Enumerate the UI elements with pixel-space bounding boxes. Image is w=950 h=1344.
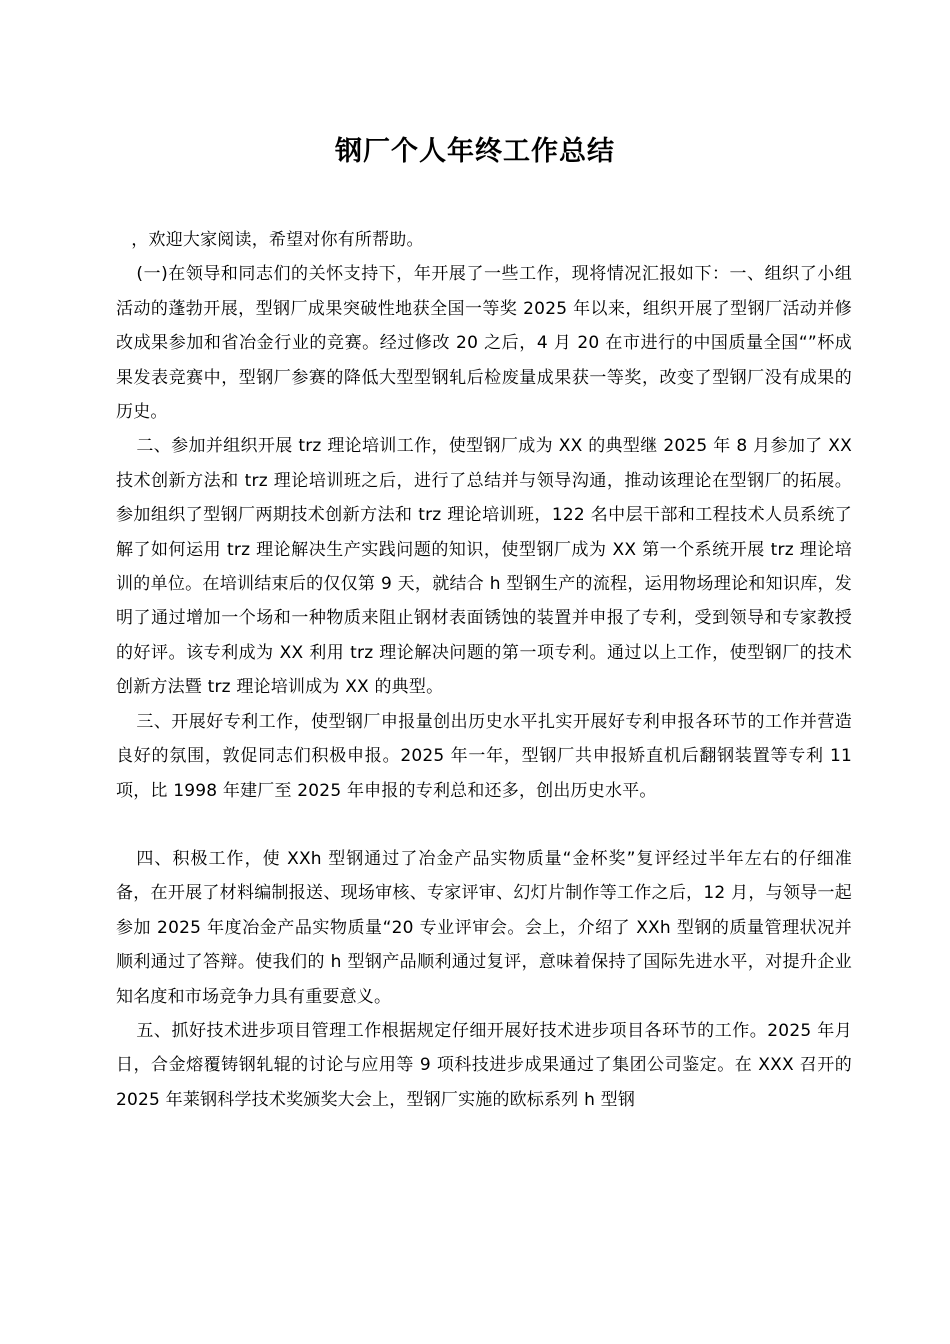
paragraph-section-3: 三、开展好专利工作，使型钢厂申报量创出历史水平扎实开展好专利申报各环节的工作并营造良好的氛围，敦促同志们积极申报。2025 年一年，型钢厂共申报矫直机后翻钢装置等专利 11 项，比 1998 年建厂至 2025 年申报的专利总和还多，创出历史水平。 [116,711,852,801]
document-body [116,223,852,1117]
paragraph-section-5: 五、抓好技术进步项目管理工作根据规定仔细开展好技术进步项目各环节的工作。2025 年月日，合金熔覆铸钢轧辊的讨论与应用等 9 项科技进步成果通过了集团公司鉴定。在 XXX 召开的 2025 年莱钢科学技术奖颁奖大会上，型钢厂实施的欧标系列 h 型钢 [116,1020,852,1110]
paragraph-section-1: (一)在领导和同志们的关怀支持下，年开展了一些工作，现将情况汇报如下：一、组织了小组活动的蓬勃开展，型钢厂成果突破性地获全国一等奖 2025 年以来，组织开展了型钢厂活动并修改成果参加和省冶金行业的竞赛。经过修改 20 之后，4 月 20 在市进行的中国质量全国“”杯成果发表竞赛中，型钢厂参赛的降低大型型钢轧后检废量成果获一等奖，改变了型钢厂没有成果的历史。 [116,264,852,423]
paragraph-intro: ，欢迎大家阅读，希望对你有所帮助。 [131,230,424,250]
paragraph-section-4: 四、积极工作，使 XXh 型钢通过了冶金产品实物质量“金杯奖”复评经过半年左右的仔细准备，在开展了材料编制报送、现场审核、专家评审、幻灯片制作等工作之后，12 月，与领导一起参加 2025 年度冶金产品实物质量“20 专业评审会。会上，介绍了 XXh 型钢的质量管理状况并顺利通过了答辩。使我们的 h 型钢产品顺利通过复评，意味着保持了国际先进水平，对提升企业知名度和市场竞争力具有重要意义。 [116,848,852,1007]
paragraph-section-2: 二、参加并组织开展 trz 理论培训工作，使型钢厂成为 XX 的典型继 2025 年 8 月参加了 XX 技术创新方法和 trz 理论培训班之后，进行了总结并与领导沟通，推动该理论在型钢厂的拓展。参加组织了型钢厂两期技术创新方法和 trz 理论培训班，122 名中层干部和工程技术人员系统了解了如何运用 trz 理论解决生产实践问题的知识，使型钢厂成为 XX 第一个系统开展 trz 理论培训的单位。在培训结束后的仅仅第 9 天，就结合 h 型钢生产的流程，运用物场理论和知识库，发明了通过增加一个场和一种物质来阻止钢材表面锈蚀的装置并申报了专利，受到领导和专家教授的好评。该专利成为 XX 利用 trz 理论解决问题的第一项专利。通过以上工作，使型钢厂的技术创新方法暨 trz 理论培训成为 XX 的典型。 [116,436,852,698]
document-title: 钢厂个人年终工作总结 [335,136,615,167]
